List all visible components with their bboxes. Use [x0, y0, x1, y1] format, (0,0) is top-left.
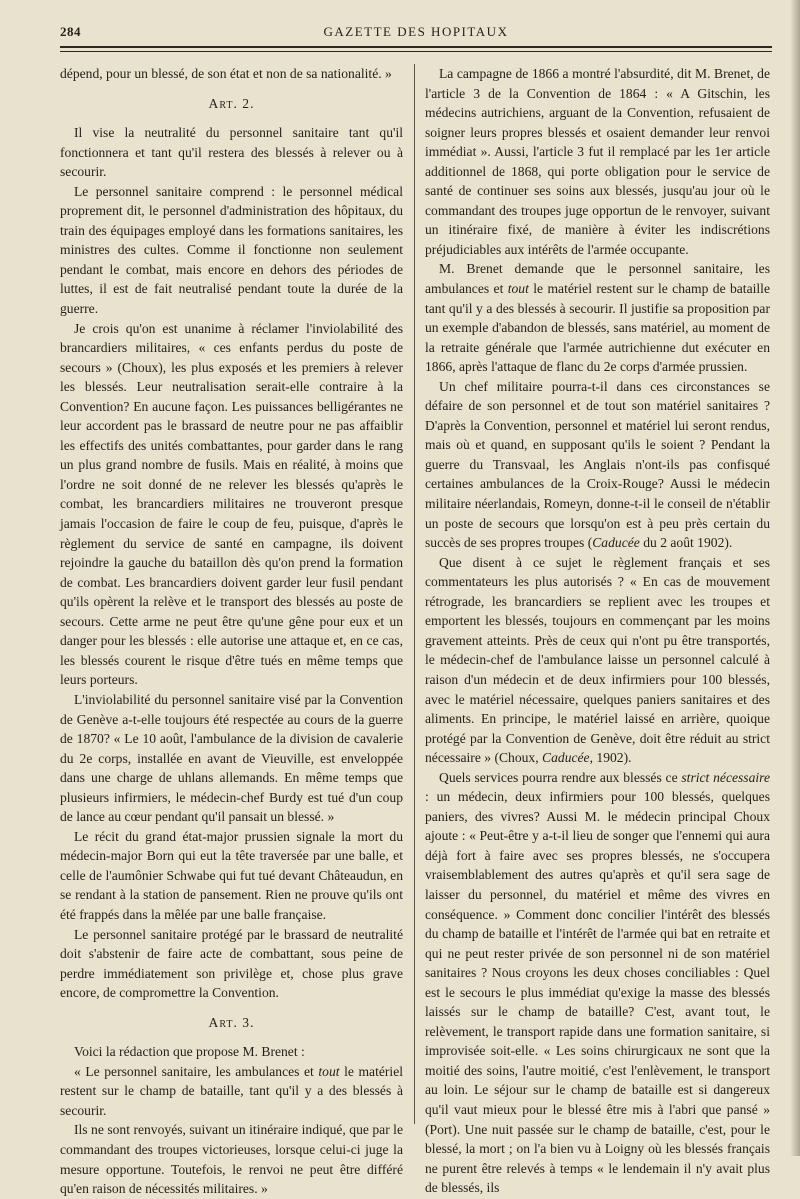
text-run: le matériel restent sur le champ de bataille, tant qu'il y a des blessés à secourir. [60, 1063, 403, 1118]
paragraph [60, 1062, 403, 1121]
paragraph [425, 259, 770, 376]
page-header [60, 20, 772, 42]
paragraph: Le récit du grand état-major prussien signale la mort du médecin-major Born qui eut la tête traversée par une balle, et celle de l'aumônier Schwabe qui fut tué devant Châteaudun, en se rendant à la station de pansement. Rien ne prouve qu'ils ont été frappés dans la mêlée par une balle française. [60, 828, 403, 922]
article-heading-3: Art. 3. [208, 1014, 255, 1030]
right-column [425, 64, 770, 1198]
paragraph [425, 768, 770, 1198]
page-number: 284 [60, 24, 81, 39]
header-rule-thin [60, 51, 772, 52]
paragraph: dépend, pour un blessé, de son état et non de sa nationalité. » [60, 66, 392, 81]
text-run: le matériel restent sur le champ de bataille tant qu'il y a des blessés à secourir. Il justifie sa proposition par un exemple d'abandon de blessés, sans matériel, au moment de la retraite générale que l'armée autrichienne dut exécuter en 1866, après l'attaque de flanc du 2e corps d'armée prussien. [425, 281, 770, 375]
left-column [60, 64, 403, 1199]
italic-run: tout [318, 1063, 340, 1079]
text-run: , 1902). [589, 750, 632, 766]
paragraph [425, 553, 770, 768]
paragraph: Il vise la neutralité du personnel sanitaire tant qu'il fonctionnera et tant qu'il restera des blessés à relever ou à secourir. [60, 125, 403, 180]
page-edge-shadow [790, 0, 800, 1156]
text-run: « Le personnel sanitaire, les ambulances et [74, 1063, 319, 1079]
italic-run: Caducée [592, 535, 640, 551]
italic-run: tout [507, 281, 529, 297]
paragraph [425, 377, 770, 553]
column-divider [414, 64, 415, 1124]
paragraph: Le personnel sanitaire protégé par le brassard de neutralité doit s'abstenir de faire acte de combattant, sous peine de perdre immédiatement son privilège et, chose plus grave encore, de compromettre la Convention. [60, 926, 403, 1001]
paragraph: L'inviolabilité du personnel sanitaire visé par la Convention de Genève a-t-elle toujours été respectée au cours de la guerre de 1870? « Le 10 août, l'ambulance de la division de cavalerie du 2e corps, installée en avant de Vieuville, est enveloppée dans une charge de uhlans allemands. En même temps que plusieurs infirmiers, le médecin-chef Burdy est tué d'un coup de lance au cœur pendant qu'il pansait un blessé. » [60, 691, 403, 825]
paragraph: Je crois qu'on est unanime à réclamer l'inviolabilité des brancardiers militaires, « ces enfants perdus du poste de secours » (Choux), les plus exposés et les premiers à relever les blessés. Leur neutralisation serait-elle contraire à la Convention? En aucune façon. Les puissances belligérantes ne leur accordent pas le brassard de neutre pour ne pas affaiblir les effectifs des unités combattantes, pour garder dans le rang un plus grand nombre de fusils. Mais en réalité, à moins que l'ordre ne soit donné de ne relever les blessés qu'après le combat, les brancardiers militaires ne trouveront presque jamais l'occasion de faire le coup de feu, puisque, d'après le règlement du service de santé en campagne, ils doivent rejoindre la gauche du bataillon dès qu'on prend la formation de combat. Les brancardiers doivent garder leur fusil pendant qu'ils opèrent la relève et le transport des blessés au poste de secours. Cette arme ne peut être qu'une gêne pour eux et un danger pour les blessés : elle autorise une attaque et, en ce cas, les blessés courent le risque d'être tués en même temps que leurs porteurs. [60, 320, 403, 688]
text-run: Que disent à ce sujet le règlement français et ses commentateurs les plus autorisés ? « En cas de mouvement rétrograde, les brancardiers se replient avec les troupes et emportent les blessés, toujours en commençant par les moins gravement atteints. Près de ceux qui n'ont pu être transportés, le médecin-chef de l'ambulance laisse un personnel calculé à raison d'un médecin et de deux infirmiers pour 100 blessés, avec le matériel nécessaire, quelques paniers sanitaires et des aliments. En principe, le matériel laissé en arrière, quoique protégé par la Convention de Genève, doit être réduit au strict nécessaire » (Choux, [425, 554, 770, 766]
text-run: : un médecin, deux infirmiers pour 100 blessés, quelques paniers, des vivres? Aussi M. le médecin principal Choux ajoute : « Peut-être y a-t-il lieu de songer que l'ennemi qui aura déjà fort à faire avec ses propres blessés, ne s'occupera vraisemblablement des autres qu'après et qu'il sera sage de laisser du personnel, du matériel et même des vivres en conséquence. » Comment donc concilier l'intérêt des blessés du champ de bataille et l'intérêt de l'armée qui bat en retraite et qui ne peut rester privée de son personnel ni de son matériel sanitaires ? Nous croyons les deux choses conciliables : Quel est le secours le plus immédiat qu'exige la masse des blessés laissés sur le champ de bataille? C'est, avant tout, le relèvement, le transport rapide dans une formation sanitaire, si improvisée soit-elle. « Les soins chirurgicaux ne sont que la moitié des soins, l'autre moitié, c'est l'enlèvement, le transport au loin. Le séjour sur le champ de bataille est si dangereux qu'il vaut mieux pour le blessé être mis à l'abri que pansé » (Port). Une nuit passée sur le champ de bataille, c'est, pour le blessé, la mort ; on l'a bien vu à Loigny où les blessés français ne purent être relevés à temps « le lendemain il n'y avait plus de blessés, ils [425, 789, 770, 1196]
italic-run: Caducée [542, 750, 590, 766]
paragraph: Voici la rédaction que propose M. Brenet : [74, 1044, 305, 1060]
text-run: M. Brenet demande que le personnel sanitaire, les ambulances et [425, 261, 770, 297]
article-heading-2: Art. 2. [208, 95, 255, 111]
paragraph: Ils ne sont renvoyés, suivant un itinéraire indiqué, que par le commandant des troupes victorieuses, lorsque celui-ci juge la mesure opportune. Toutefois, le renvoi ne peut être différé qu'en raison de nécessités militaires. » [60, 1122, 403, 1197]
text-run: du 2 août 1902). [639, 535, 733, 551]
text-run: Un chef militaire pourra-t-il dans ces circonstances se défaire de son personnel et de tout son matériel sanitaires ? D'après la Convention, personnel et matériel lui seront rendus, mais où et quand, en supposant qu'ils le soient ? Pendant la guerre du Transvaal, les Anglais n'ont-ils pas confisqué certaines ambulances de la Croix-Rouge? Aussi le médecin militaire néerlandais, Romeyn, donne-t-il le conseil de n'établir un poste de secours que lorsqu'on est à peu près certain du succès de ses propres troupes ( [425, 378, 770, 551]
italic-run: strict nécessaire [681, 769, 770, 785]
paragraph: La campagne de 1866 a montré l'absurdité, dit M. Brenet, de l'article 3 de la Convention de 1864 : « A Gitschin, les médecins autrichiens, arguant de la Convention, refusaient de soigner leurs propres blessés et osaient demander leur renvoi immédiat ». Aussi, l'article 3 fut il remplacé par les 1er article additionnel de 1868, qui porte obligation pour le service de santé de continuer ses soins aux blessés, jusqu'au jour où le commandant des troupes juge opportun de le renvoyer, suivant un itinéraire fixé, de manière à éviter les indiscrétions préjudiciables aux intérêts de l'armée occupante. [425, 66, 770, 257]
running-title: GAZETTE DES HOPITAUX [323, 24, 509, 39]
header-rule-thick [60, 46, 772, 48]
paragraph: Le personnel sanitaire comprend : le personnel médical proprement dit, le personnel d'administration des hôpitaux, du train des équipages employé dans les formations sanitaires, les ministres des cultes. Comme il fonctionne non seulement pendant le combat, mais encore en dehors des périodes de luttes, il est de fait neutralisé pendant toute la durée de la guerre. [60, 183, 403, 317]
text-run: Quels services pourra rendre aux blessés ce [439, 769, 682, 785]
